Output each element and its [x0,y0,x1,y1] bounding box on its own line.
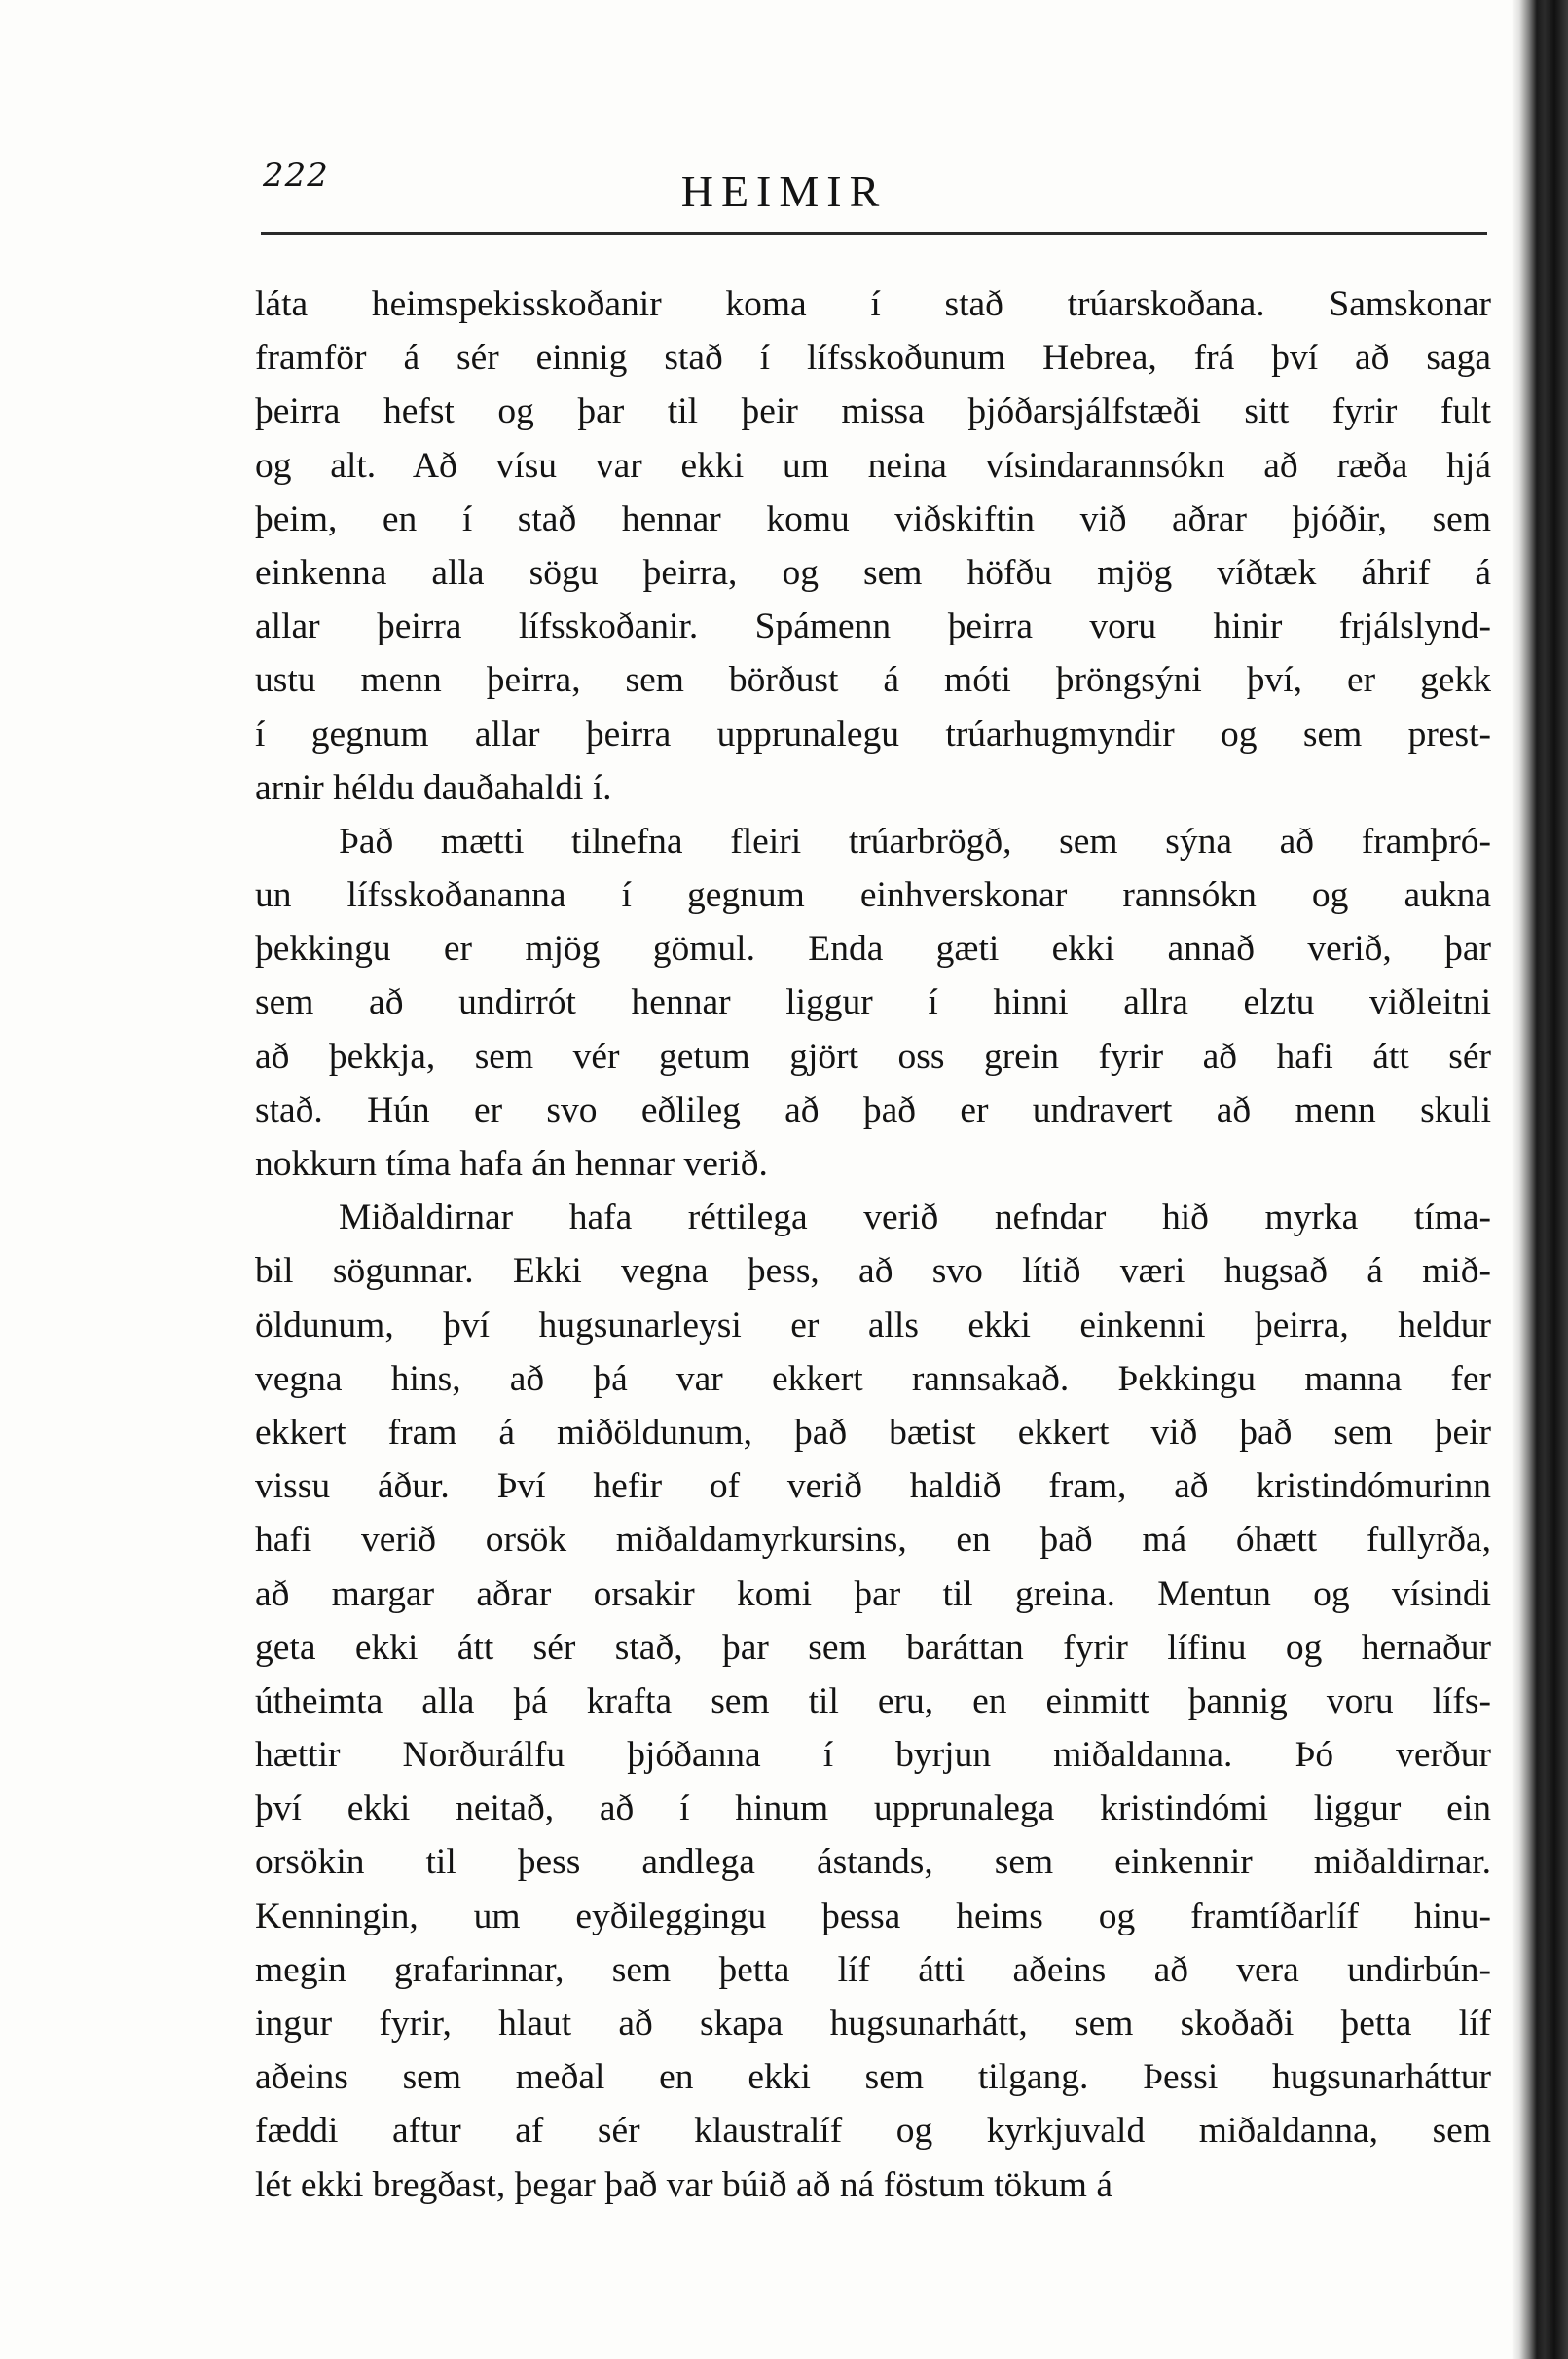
book-spine-shadow [1512,0,1568,2359]
text-line: orsökin til þess andlega ástands, sem einkennir miðaldirnar. [255,1842,1491,1883]
text-line: stað. Hún er svo eðlileg að það er undravert að menn skuli [255,1089,1491,1130]
text-line: hafi verið orsök miðaldamyrkursins, en það má óhætt fullyrða, [255,1520,1491,1561]
text-line: útheimta alla þá krafta sem til eru, en einmitt þannig voru lífs- [255,1680,1491,1721]
text-line: megin grafarinnar, sem þetta líf átti aðeins að vera undirbún- [255,1949,1491,1990]
text-line: nokkurn tíma hafa án hennar verið. [255,1144,768,1184]
text-line: að margar aðrar orsakir komi þar til greina. Mentun og vísindi [255,1573,1491,1614]
paragraph [255,1191,1491,2212]
text-line: vegna hins, að þá var ekkert rannsakað. Þekkingu manna fer [255,1358,1491,1399]
text-line: bil sögunnar. Ekki vegna þess, að svo lítið væri hugsað á mið- [255,1251,1491,1292]
text-line: lét ekki bregðast, þegar það var búið að ná föstum tökum á [255,2164,1112,2205]
text-line: þeirra hefst og þar til þeir missa þjóðarsjálfstæði sitt fyrir fult [255,391,1491,432]
text-line: ekkert fram á miðöldunum, það bætist ekkert við það sem þeir [255,1412,1491,1453]
text-line: og alt. Að vísu var ekki um neina vísindarannsókn að ræða hjá [255,445,1491,486]
text-line: láta heimspekisskoðanir koma í stað trúarskoðana. Samskonar [255,284,1491,324]
text-line: aðeins sem meðal en ekki sem tilgang. Þessi hugsunarháttur [255,2057,1491,2098]
text-line: ingur fyrir, hlaut að skapa hugsunarhátt, sem skoðaði þetta líf [255,2004,1491,2044]
text-line: öldunum, því hugsunarleysi er alls ekki einkenni þeirra, heldur [255,1305,1491,1345]
text-line: vissu áður. Því hefir of verið haldið fram, að kristindómurinn [255,1466,1491,1507]
text-line: Kenningin, um eyðileggingu þessa heims og framtíðarlíf hinu- [255,1896,1491,1936]
text-line: því ekki neitað, að í hinum upprunalega kristindómi liggur ein [255,1788,1491,1829]
header-rule [261,232,1487,235]
text-line: Það mætti tilnefna fleiri trúarbrögð, sem sýna að framþró- [339,821,1491,862]
text-line: fæddi aftur af sér klaustralíf og kyrkjuvald miðaldanna, sem [255,2111,1491,2152]
text-line: einkenna alla sögu þeirra, og sem höfðu mjög víðtæk áhrif á [255,552,1491,593]
text-line: framför á sér einnig stað í lífsskoðunum Hebrea, frá því að saga [255,338,1491,379]
text-line: ustu menn þeirra, sem börðust á móti þröngsýni því, er gekk [255,660,1491,701]
text-line: sem að undirrót hennar liggur í hinni allra elztu viðleitni [255,982,1491,1023]
text-line: þekkingu er mjög gömul. Enda gæti ekki annað verið, þar [255,929,1491,970]
text-line: un lífsskoðananna í gegnum einhverskonar rannsókn og aukna [255,875,1491,916]
text-line: arnir héldu dauðahaldi í. [255,767,612,808]
text-line: að þekkja, sem vér getum gjört oss grein fyrir að hafi átt sér [255,1036,1491,1077]
paragraph [255,277,1491,815]
text-line: geta ekki átt sér stað, þar sem baráttan fyrir lífinu og hernaður [255,1627,1491,1668]
page-number: 222 [263,156,329,195]
text-line: allar þeirra lífsskoðanir. Spámenn þeirra voru hinir frjálslynd- [255,607,1491,647]
text-line: Miðaldirnar hafa réttilega verið nefndar hið myrka tíma- [339,1198,1491,1238]
text-line: hættir Norðurálfu þjóðanna í byrjun miðaldanna. Þó verður [255,1735,1491,1776]
body-text [255,277,1491,2212]
text-line: í gegnum allar þeirra upprunalegu trúarhugmyndir og sem prest- [255,714,1491,755]
paragraph [255,815,1491,1191]
text-line: þeim, en í stað hennar komu viðskiftin við aðrar þjóðir, sem [255,498,1491,539]
running-title: HEIMIR [680,166,888,216]
